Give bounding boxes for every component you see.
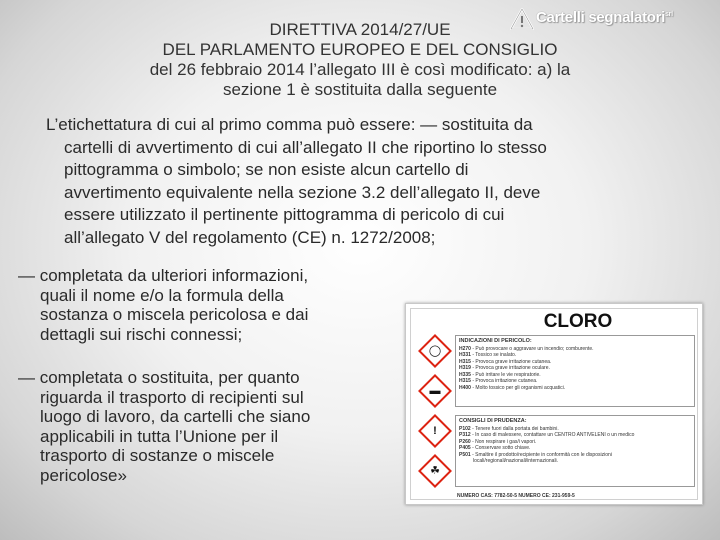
advice-header: CONSIGLI DI PRUDENZA:	[459, 418, 527, 424]
label-border	[410, 308, 698, 500]
flame-over-circle-icon: ◯	[418, 334, 452, 368]
text-line: quali il nome e/o la formula della	[40, 285, 284, 305]
paragraph-labelling	[46, 114, 686, 249]
advice-line: P312 - In caso di malessere, contattare un CENTRO ANTIVELENI o un medico	[459, 432, 635, 438]
text-line: avvertimento equivalente nella sezione 3.2 dell’allegato II, deve	[64, 182, 541, 202]
advice-line: P405 - Conservare sotto chiave.	[459, 445, 531, 451]
precautionary-statements-box	[455, 415, 695, 487]
hazard-line: H315 - Provoca grave irritazione cutanea.	[459, 358, 552, 365]
text-line: pittogramma o simbolo; se non esiste alcun cartello di	[64, 160, 469, 179]
text-line: pericolose»	[40, 465, 127, 485]
label-title: CLORO	[543, 311, 613, 332]
title-line: DIRETTIVA 2014/27/UE	[269, 20, 451, 39]
paragraph-completed-info	[18, 266, 378, 344]
hazard-line: H400 - Molto tossico per gli organismi acquatici.	[459, 384, 566, 391]
hazard-statements-box	[455, 335, 695, 407]
cas-number: NUMERO CAS: 7782-50-5 NUMERO CE: 231-959-5	[457, 493, 575, 499]
text-line: all’allegato V del regolamento (CE) n. 1272/2008;	[64, 227, 436, 247]
text-line: — completata da ulteriori informazioni,	[18, 266, 309, 285]
text-line: sostanza o miscela pericolosa e dai	[40, 305, 309, 324]
text-line: trasporto di sostanze o miscele	[40, 446, 275, 465]
text-line: riguarda il trasporto di recipienti sul	[40, 387, 304, 407]
text-line: L’etichettatura di cui al primo comma può essere: — sostituita da	[46, 115, 533, 134]
text-line: dettagli sui rischi connessi;	[40, 324, 243, 344]
text-line: cartelli di avvertimento di cui all’allegato II che riportino lo stesso	[64, 137, 547, 157]
text-line: — completata o sostituita, per quanto	[18, 368, 300, 387]
advice-line: locali/regionali/nazionali/internazionali.	[473, 458, 559, 464]
text-line: essere utilizzato il pertinente pittogramma di pericolo di cui	[64, 205, 505, 224]
hazard-line: H331 - Tossico se inalato.	[459, 352, 517, 358]
chemical-label-image	[405, 303, 703, 505]
hazard-line: H270 - Può provocare o aggravare un incendio; comburente.	[459, 345, 594, 352]
paragraph-transport	[18, 368, 378, 485]
advice-line: P260 - Non respirare i gas/i vapori.	[459, 438, 537, 445]
logo-text: Cartelli segnalatori$^{srl}$	[536, 9, 673, 26]
advice-line: P501 - Smaltire il prodotto/recipiente in conformità con le disposizioni	[459, 451, 612, 458]
title-line: sezione 1 è sostituita dalla seguente	[222, 80, 498, 99]
exclamation-mark-icon: !	[418, 414, 452, 448]
page-title	[60, 20, 660, 100]
hazard-header: INDICAZIONI DI PERICOLO:	[459, 338, 532, 344]
gas-cylinder-icon: ▬	[418, 374, 452, 408]
hazard-line: H315 - Provoca irritazione cutanea.	[459, 378, 538, 384]
title-line: DEL PARLAMENTO EUROPEO E DEL CONSIGLIO	[162, 40, 558, 59]
text-line: applicabili in tutta l’Unione per il	[40, 426, 279, 446]
environment-icon: ☘	[418, 454, 452, 488]
title-line: del 26 febbraio 2014 l’allegato III è così modificato: a) la	[149, 60, 571, 79]
text-line: luogo di lavoro, da cartelli che siano	[40, 407, 311, 426]
hazard-line: H335 - Può irritare le vie respiratorie.	[459, 371, 541, 378]
hazard-line: H319 - Provoca grave irritazione oculare.	[459, 365, 550, 371]
advice-line: P102 - Tenere fuori dalla portata dei bambini.	[459, 425, 559, 432]
